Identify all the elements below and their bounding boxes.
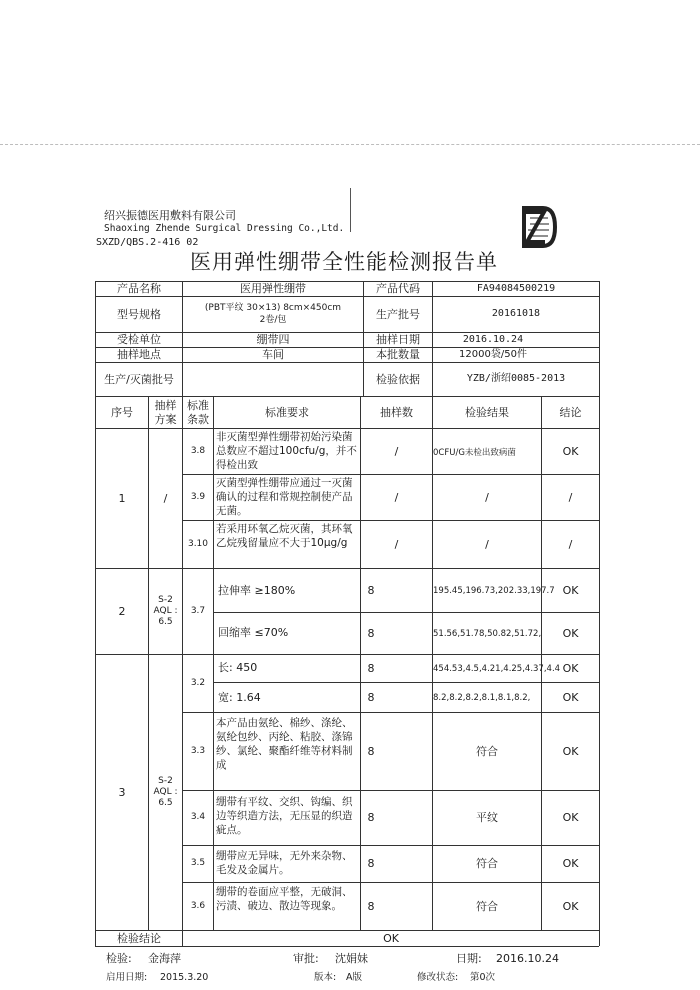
conclusion-cell: OK (562, 626, 579, 640)
requirement-cell: 非灭菌型弹性绷带初始污染菌总数应不超过100cfu/g，并不得检出致 (216, 431, 357, 471)
model-value (183, 297, 363, 332)
inspection-conclusion-label: 检验结论 (117, 931, 161, 945)
col-header-plan: 抽样方案 (154, 398, 177, 426)
requirement-cell: 宽: 1.64 (218, 691, 261, 704)
result-cell: / (485, 537, 489, 551)
inspection-conclusion-value: OK (383, 931, 399, 945)
product-name-label: 产品名称 (117, 282, 161, 296)
product-code-label: 产品代码 (376, 282, 420, 296)
qty-label: 本批数量 (376, 348, 420, 362)
product-code-value: FA94084500219 (476, 282, 556, 294)
company-name-cn: 绍兴振德医用敷料有限公司 (104, 209, 236, 222)
inspector-name: 金海萍 (148, 952, 181, 965)
clause-cell: 3.7 (190, 605, 206, 616)
clause-cell: 3.8 (190, 445, 206, 456)
conclusion-cell: OK (562, 744, 579, 758)
basis-value: YZB/浙绍0085-2013 (466, 373, 566, 385)
result-cell: 454.53,4.5,4.21,4.25,4.37,4.4 (433, 663, 561, 674)
sample-date-label: 抽样日期 (376, 333, 420, 347)
requirement-cell: 绷带的卷面应平整，无破洞、污渍、破边、散边等现象。 (216, 886, 353, 912)
sample-n-cell: 8 (367, 899, 375, 913)
conclusion-cell: / (568, 537, 573, 551)
location-label: 抽样地点 (117, 348, 161, 362)
result-cell: 8.2,8.2,8.2,8.1,8.1,8.2, (433, 692, 531, 703)
col-header-no: 序号 (111, 405, 133, 419)
sample-n-cell: 8 (367, 857, 375, 871)
reviewer-label: 审批: (293, 952, 319, 965)
result-cell: 平纹 (476, 811, 498, 825)
sample-n-cell: 8 (367, 811, 375, 825)
clause-cell: 3.10 (187, 538, 209, 549)
table-border-bottom (95, 946, 599, 947)
col-header-clause: 标准条款 (187, 398, 209, 426)
sample-date-value: 2016.10.24 (462, 333, 524, 345)
group-plan: S-2 AQL : 6.5 (153, 775, 178, 809)
conclusion-cell: OK (562, 690, 579, 704)
requirement-cell: 本产品由氨纶、棉纱、涤纶、氨纶包纱、丙纶、粘胶、涤锦纱、氯纶、聚酯纤维等材料制成 (216, 717, 353, 771)
issue-date-value: 2015.3.20 (160, 972, 209, 983)
clause-cell: 3.4 (190, 812, 206, 823)
requirement-cell: 绷带应无异味，无外来杂物、毛发及金属片。 (216, 850, 353, 876)
group-no: 1 (118, 491, 126, 505)
model-line2: 2卷/包 (259, 314, 287, 325)
zhende-logo (521, 206, 557, 248)
conclusion-cell: OK (562, 661, 579, 675)
sample-n-cell: 8 (367, 744, 375, 758)
batch-value: 20161018 (491, 308, 541, 320)
result-cell: 195.45,196.73,202.33,197.7 (433, 585, 555, 596)
steril-label: 生产/灭菌批号 (104, 372, 174, 386)
unit-value: 绷带四 (256, 333, 290, 347)
clause-cell: 3.2 (190, 677, 206, 688)
model-line1: (PBT平纹 30×13) 8cm×450cm (204, 303, 342, 314)
col-header-result: 检验结果 (465, 405, 509, 419)
group-no: 3 (118, 785, 126, 799)
sample-n-cell: / (394, 537, 399, 551)
unit-label: 受检单位 (117, 333, 161, 347)
report-title: 医用弹性绷带全性能检测报告单 (190, 250, 498, 274)
revision-label: 修改状态: (417, 972, 459, 983)
steril-value (183, 363, 363, 396)
sample-n-cell: 8 (367, 583, 375, 597)
requirement-cell: 若采用环氧乙烷灭菌，其环氧乙烷残留量应不大于10μg/g (216, 523, 353, 549)
result-cell: 符合 (476, 744, 498, 758)
sample-n-cell: 8 (367, 626, 375, 640)
group-no: 2 (118, 604, 126, 618)
result-cell: 符合 (476, 899, 498, 913)
group-plan: S-2 AQL : 6.5 (153, 594, 178, 628)
product-name-value: 医用弹性绷带 (240, 282, 306, 296)
sample-n-cell: 8 (367, 690, 375, 704)
result-cell: 0CFU/G未检出致病菌 (433, 447, 516, 458)
batch-label: 生产批号 (376, 307, 420, 321)
conclusion-cell: OK (562, 583, 579, 597)
clause-cell: 3.5 (190, 858, 206, 869)
company-name-en: Shaoxing Zhende Surgical Dressing Co.,Ltd. (104, 223, 345, 234)
version-label: 版本: (314, 972, 337, 983)
sample-n-cell: / (394, 444, 399, 458)
reviewer-name: 沈娟妹 (335, 952, 368, 965)
col-header-n: 抽样数 (380, 405, 413, 419)
inspector-label: 检验: (106, 952, 132, 965)
table-border-right (599, 281, 600, 946)
qty-value: 12000袋/50件 (459, 348, 527, 360)
result-cell: 51.56,51.78,50.82,51.72, (433, 628, 542, 639)
conclusion-cell: OK (562, 899, 579, 913)
requirement-cell: 绷带有平纹、交织、钩编、织边等织造方法，无压显的织造疵点。 (216, 796, 353, 836)
date-value: 2016.10.24 (496, 952, 559, 965)
date-label: 日期: (456, 952, 482, 965)
result-cell: 符合 (476, 857, 498, 871)
sample-n-cell: 8 (367, 661, 375, 675)
clause-cell: 3.3 (190, 745, 206, 756)
requirement-cell: 回缩率 ≤70% (218, 626, 289, 639)
col-header-req: 标准要求 (265, 405, 309, 419)
result-cell: / (485, 490, 489, 504)
version-value: A版 (346, 972, 362, 983)
requirement-cell: 拉伸率 ≥180% (218, 584, 296, 597)
conclusion-cell: / (568, 490, 573, 504)
col-header-conclusion: 结论 (559, 405, 582, 419)
revision-value: 第0次 (470, 972, 496, 983)
clause-cell: 3.9 (190, 491, 206, 502)
sample-n-cell: / (394, 490, 399, 504)
issue-date-label: 启用日期: (106, 972, 148, 983)
location-value: 车间 (262, 348, 284, 362)
requirement-cell: 灭菌型弹性绷带应通过一灭菌确认的过程和常规控制使产品无菌。 (216, 477, 353, 517)
conclusion-cell: OK (562, 444, 579, 458)
document-code: SXZD/QBS.2-416 02 (96, 237, 199, 248)
requirement-cell: 长: 450 (218, 661, 258, 674)
group-plan: / (163, 491, 168, 505)
clause-cell: 3.6 (190, 900, 206, 911)
table-rule (213, 396, 214, 930)
model-label: 型号规格 (117, 307, 161, 321)
conclusion-cell: OK (562, 811, 579, 825)
scan-artifact-vline (350, 188, 351, 232)
scan-artifact-line (0, 144, 700, 145)
conclusion-cell: OK (562, 857, 579, 871)
basis-label: 检验依据 (376, 372, 420, 386)
